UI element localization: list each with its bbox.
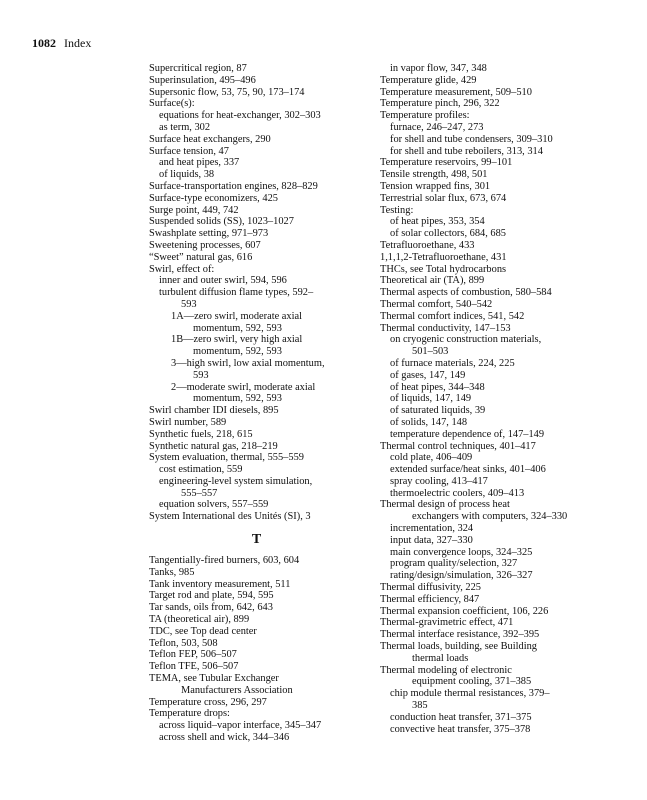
index-entry: Thermal expansion coefficient, 106, 226 [380, 605, 549, 617]
index-subentry: of heat pipes, 344–348 [390, 381, 485, 393]
index-entry: Swirl, effect of: [149, 263, 215, 275]
index-subentry: thermal loads [412, 652, 469, 664]
index-entry: Teflon FEP, 506–507 [149, 649, 237, 661]
index-entry: Tank inventory measurement, 511 [149, 578, 291, 590]
index-subentry: equipment cooling, 371–385 [412, 676, 532, 688]
index-entry: TEMA, see Tubular Exchanger [149, 673, 279, 685]
index-entry: Synthetic natural gas, 218–219 [149, 440, 278, 452]
index-entry: Tetrafluoroethane, 433 [380, 239, 475, 251]
index-subentry: 2—moderate swirl, moderate axial [171, 381, 316, 393]
index-entry: Thermal modeling of electronic [380, 664, 512, 676]
index-subentry: Manufacturers Association [181, 684, 293, 696]
index-subentry: in vapor flow, 347, 348 [390, 63, 487, 74]
index-entry: Target rod and plate, 594, 595 [149, 590, 274, 602]
index-subentry: 593 [193, 369, 209, 381]
index-subentry: rating/design/simulation, 326–327 [390, 570, 533, 582]
index-subentry: 555–557 [181, 487, 218, 499]
index-subentry: equations for heat-exchanger, 302–303 [159, 110, 321, 122]
index-subentry: as term, 302 [159, 121, 211, 133]
index-entry: Thermal efficiency, 847 [380, 593, 480, 605]
index-subentry: of solar collectors, 684, 685 [390, 228, 507, 240]
index-entry: Sweetening processes, 607 [149, 239, 261, 251]
index-entry: Thermal-gravimetric effect, 471 [380, 617, 514, 629]
index-subentry: main convergence loops, 324–325 [390, 546, 533, 558]
index-subentry: of liquids, 38 [159, 169, 215, 181]
index-subentry: and heat pipes, 337 [159, 157, 240, 169]
index-subentry: cost estimation, 559 [159, 464, 243, 476]
index-subentry: turbulent diffusion flame types, 592– [159, 287, 314, 299]
index-entry: Thermal control techniques, 401–417 [380, 440, 536, 452]
index-entry: TA (theoretical air), 899 [149, 614, 250, 626]
index-subentry: cold plate, 406–409 [390, 452, 473, 464]
index-entry: Temperature drops: [149, 708, 230, 720]
index-subentry: 3—high swirl, low axial momentum, [171, 357, 325, 369]
index-subentry: for shell and tube reboilers, 313, 314 [390, 145, 543, 157]
index-entry: Temperature profiles: [380, 110, 470, 122]
index-entry: Thermal aspects of combustion, 580–584 [380, 287, 552, 299]
index-entry: Supersonic flow, 53, 75, 90, 173–174 [149, 86, 305, 98]
index-entry: Terrestrial solar flux, 673, 674 [380, 192, 507, 204]
index-entry: Tar sands, oils from, 642, 643 [149, 602, 273, 614]
index-subentry: equation solvers, 557–559 [159, 499, 269, 511]
index-column-left [149, 63, 364, 744]
index-subentry: extended surface/heat sinks, 401–406 [390, 464, 546, 476]
index-entry: System evaluation, thermal, 555–559 [149, 452, 304, 464]
index-entry: Thermal conductivity, 147–153 [380, 322, 511, 334]
index-subentry: 1B—zero swirl, very high axial [171, 334, 303, 346]
index-column-right [380, 63, 595, 735]
index-entry: Surge point, 449, 742 [149, 204, 239, 216]
index-entry: “Sweet” natural gas, 616 [149, 251, 253, 263]
index-entry: Temperature cross, 296, 297 [149, 696, 267, 708]
index-entry: Thermal comfort, 540–542 [380, 298, 493, 310]
index-subentry: furnace, 246–247, 273 [390, 121, 484, 133]
index-subentry: temperature dependence of, 147–149 [390, 428, 545, 440]
index-subentry: of saturated liquids, 39 [390, 405, 486, 417]
index-subentry: conduction heat transfer, 371–375 [390, 711, 532, 723]
index-entry: Thermal diffusivity, 225 [380, 582, 482, 594]
index-entry: Teflon TFE, 506–507 [149, 661, 239, 673]
index-entry: Theoretical air (TA), 899 [380, 275, 485, 287]
index-subentry: for shell and tube condensers, 309–310 [390, 133, 553, 145]
index-entry: Swirl chamber IDI diesels, 895 [149, 405, 279, 417]
index-subentry: engineering-level system simulation, [159, 475, 313, 487]
index-entry: Thermal loads, building, see Building [380, 641, 537, 653]
index-subentry: of gases, 147, 149 [390, 369, 466, 381]
index-subentry: 593 [181, 298, 197, 310]
index-entry: Thermal interface resistance, 392–395 [380, 629, 540, 641]
index-entry: Tangentially-fired burners, 603, 604 [149, 555, 300, 567]
index-entry: Teflon, 503, 508 [149, 637, 218, 649]
index-entry: Superinsulation, 495–496 [149, 74, 256, 86]
index-entry: 1,1,1,2-Tetrafluoroethane, 431 [380, 251, 507, 263]
index-entry: Temperature glide, 429 [380, 74, 477, 86]
index-subentry: inner and outer swirl, 594, 596 [159, 275, 287, 287]
index-entry: Temperature pinch, 296, 322 [380, 98, 500, 110]
index-subentry: 501–503 [412, 346, 449, 358]
index-entry: Synthetic fuels, 218, 615 [149, 428, 253, 440]
index-subentry: of solids, 147, 148 [390, 416, 468, 428]
index-entry: Temperature measurement, 509–510 [380, 86, 532, 98]
index-subentry: momentum, 592, 593 [193, 346, 282, 358]
index-subentry: of heat pipes, 353, 354 [390, 216, 485, 228]
index-subentry: chip module thermal resistances, 379– [390, 688, 550, 700]
index-entry: Temperature reservoirs, 99–101 [380, 157, 513, 169]
index-entry: Swirl number, 589 [149, 416, 227, 428]
index-entry: Swashplate setting, 971–973 [149, 228, 269, 240]
index-subentry: spray cooling, 413–417 [390, 475, 488, 487]
index-subentry: incrementation, 324 [390, 523, 474, 535]
index-entry: System International des Unités (SI), 3 [149, 511, 311, 523]
section-letter: T [251, 532, 262, 548]
index-entry: Tensile strength, 498, 501 [380, 169, 488, 181]
index-subentry: 385 [412, 700, 428, 712]
index-entry: Supercritical region, 87 [149, 63, 247, 74]
index-entry: THCs, see Total hydrocarbons [380, 263, 507, 275]
index-entry: Surface(s): [149, 98, 195, 110]
index-subentry: of furnace materials, 224, 225 [390, 357, 515, 369]
index-entry: Surface-transportation engines, 828–829 [149, 180, 318, 192]
index-subentry: momentum, 592, 593 [193, 322, 282, 334]
index-entry: Suspended solids (SS), 1023–1027 [149, 216, 294, 228]
index-subentry: on cryogenic construction materials, [390, 334, 542, 346]
index-subentry: input data, 327–330 [390, 534, 473, 546]
index-subentry: of liquids, 147, 149 [390, 393, 472, 405]
index-subentry: 1A—zero swirl, moderate axial [171, 310, 302, 322]
index-subentry: exchangers with computers, 324–330 [412, 511, 568, 523]
index-entry: Surface tension, 47 [149, 145, 229, 157]
running-title: Index [64, 36, 92, 50]
index-entry: Tension wrapped fins, 301 [380, 180, 491, 192]
index-entry: Thermal design of process heat [380, 499, 510, 511]
index-subentry: across liquid–vapor interface, 345–347 [159, 720, 322, 732]
index-entry: Surface-type economizers, 425 [149, 192, 278, 204]
index-entry: Surface heat exchangers, 290 [149, 133, 271, 145]
page-header [32, 36, 91, 50]
page-number: 1082 [32, 36, 56, 50]
index-entry: Tanks, 985 [149, 566, 195, 578]
index-subentry: convective heat transfer, 375–378 [390, 723, 531, 735]
index-entry: Thermal comfort indices, 541, 542 [380, 310, 525, 322]
index-subentry: across shell and wick, 344–346 [159, 732, 290, 744]
index-subentry: program quality/selection, 327 [390, 558, 518, 570]
index-entry: Testing: [380, 204, 414, 216]
index-entry: TDC, see Top dead center [149, 625, 257, 637]
index-subentry: thermoelectric coolers, 409–413 [390, 487, 525, 499]
index-subentry: momentum, 592, 593 [193, 393, 282, 405]
